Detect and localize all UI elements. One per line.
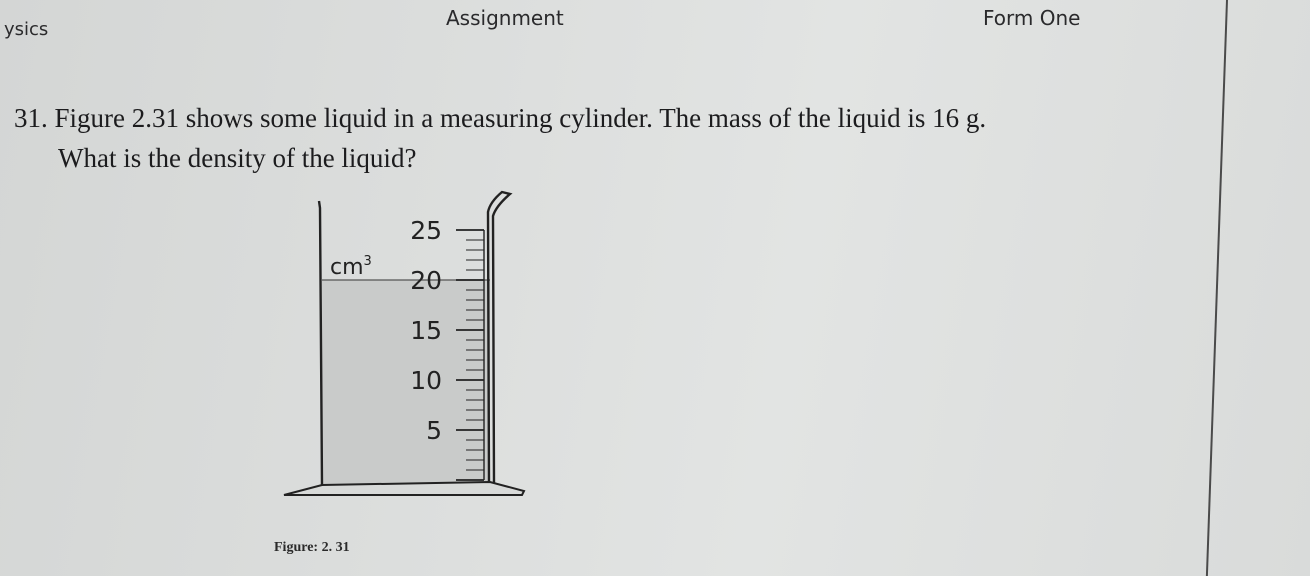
question-31 (14, 98, 986, 178)
figure-caption: Figure: 2. 31 (274, 540, 350, 555)
assignment-title: Assignment (446, 6, 564, 30)
cylinder-base (284, 482, 524, 495)
scale-label-25: 25 (410, 216, 442, 245)
scale-label-15: 15 (410, 316, 442, 345)
question-line-1: 31. Figure 2.31 shows some liquid in a measuring cylinder. The mass of the liquid is 16 g. (14, 103, 987, 133)
unit-exponent: 3 (363, 254, 372, 269)
measuring-cylinder-figure (270, 186, 540, 516)
cylinder-left-wall (319, 201, 322, 486)
unit-label: $cm^3$ (330, 254, 372, 280)
scale-label-10: 10 (410, 366, 442, 395)
question-line-2: What is the density of the liquid? (58, 143, 417, 173)
cylinder-right-wall (488, 192, 510, 484)
scale-label-20: 20 (410, 266, 442, 295)
form-label: Form One (983, 6, 1081, 30)
page-edge-rule (1206, 0, 1228, 576)
liquid-fill (322, 280, 490, 484)
scale-label-5: 5 (426, 416, 442, 445)
subject-label: ysics (4, 19, 49, 40)
